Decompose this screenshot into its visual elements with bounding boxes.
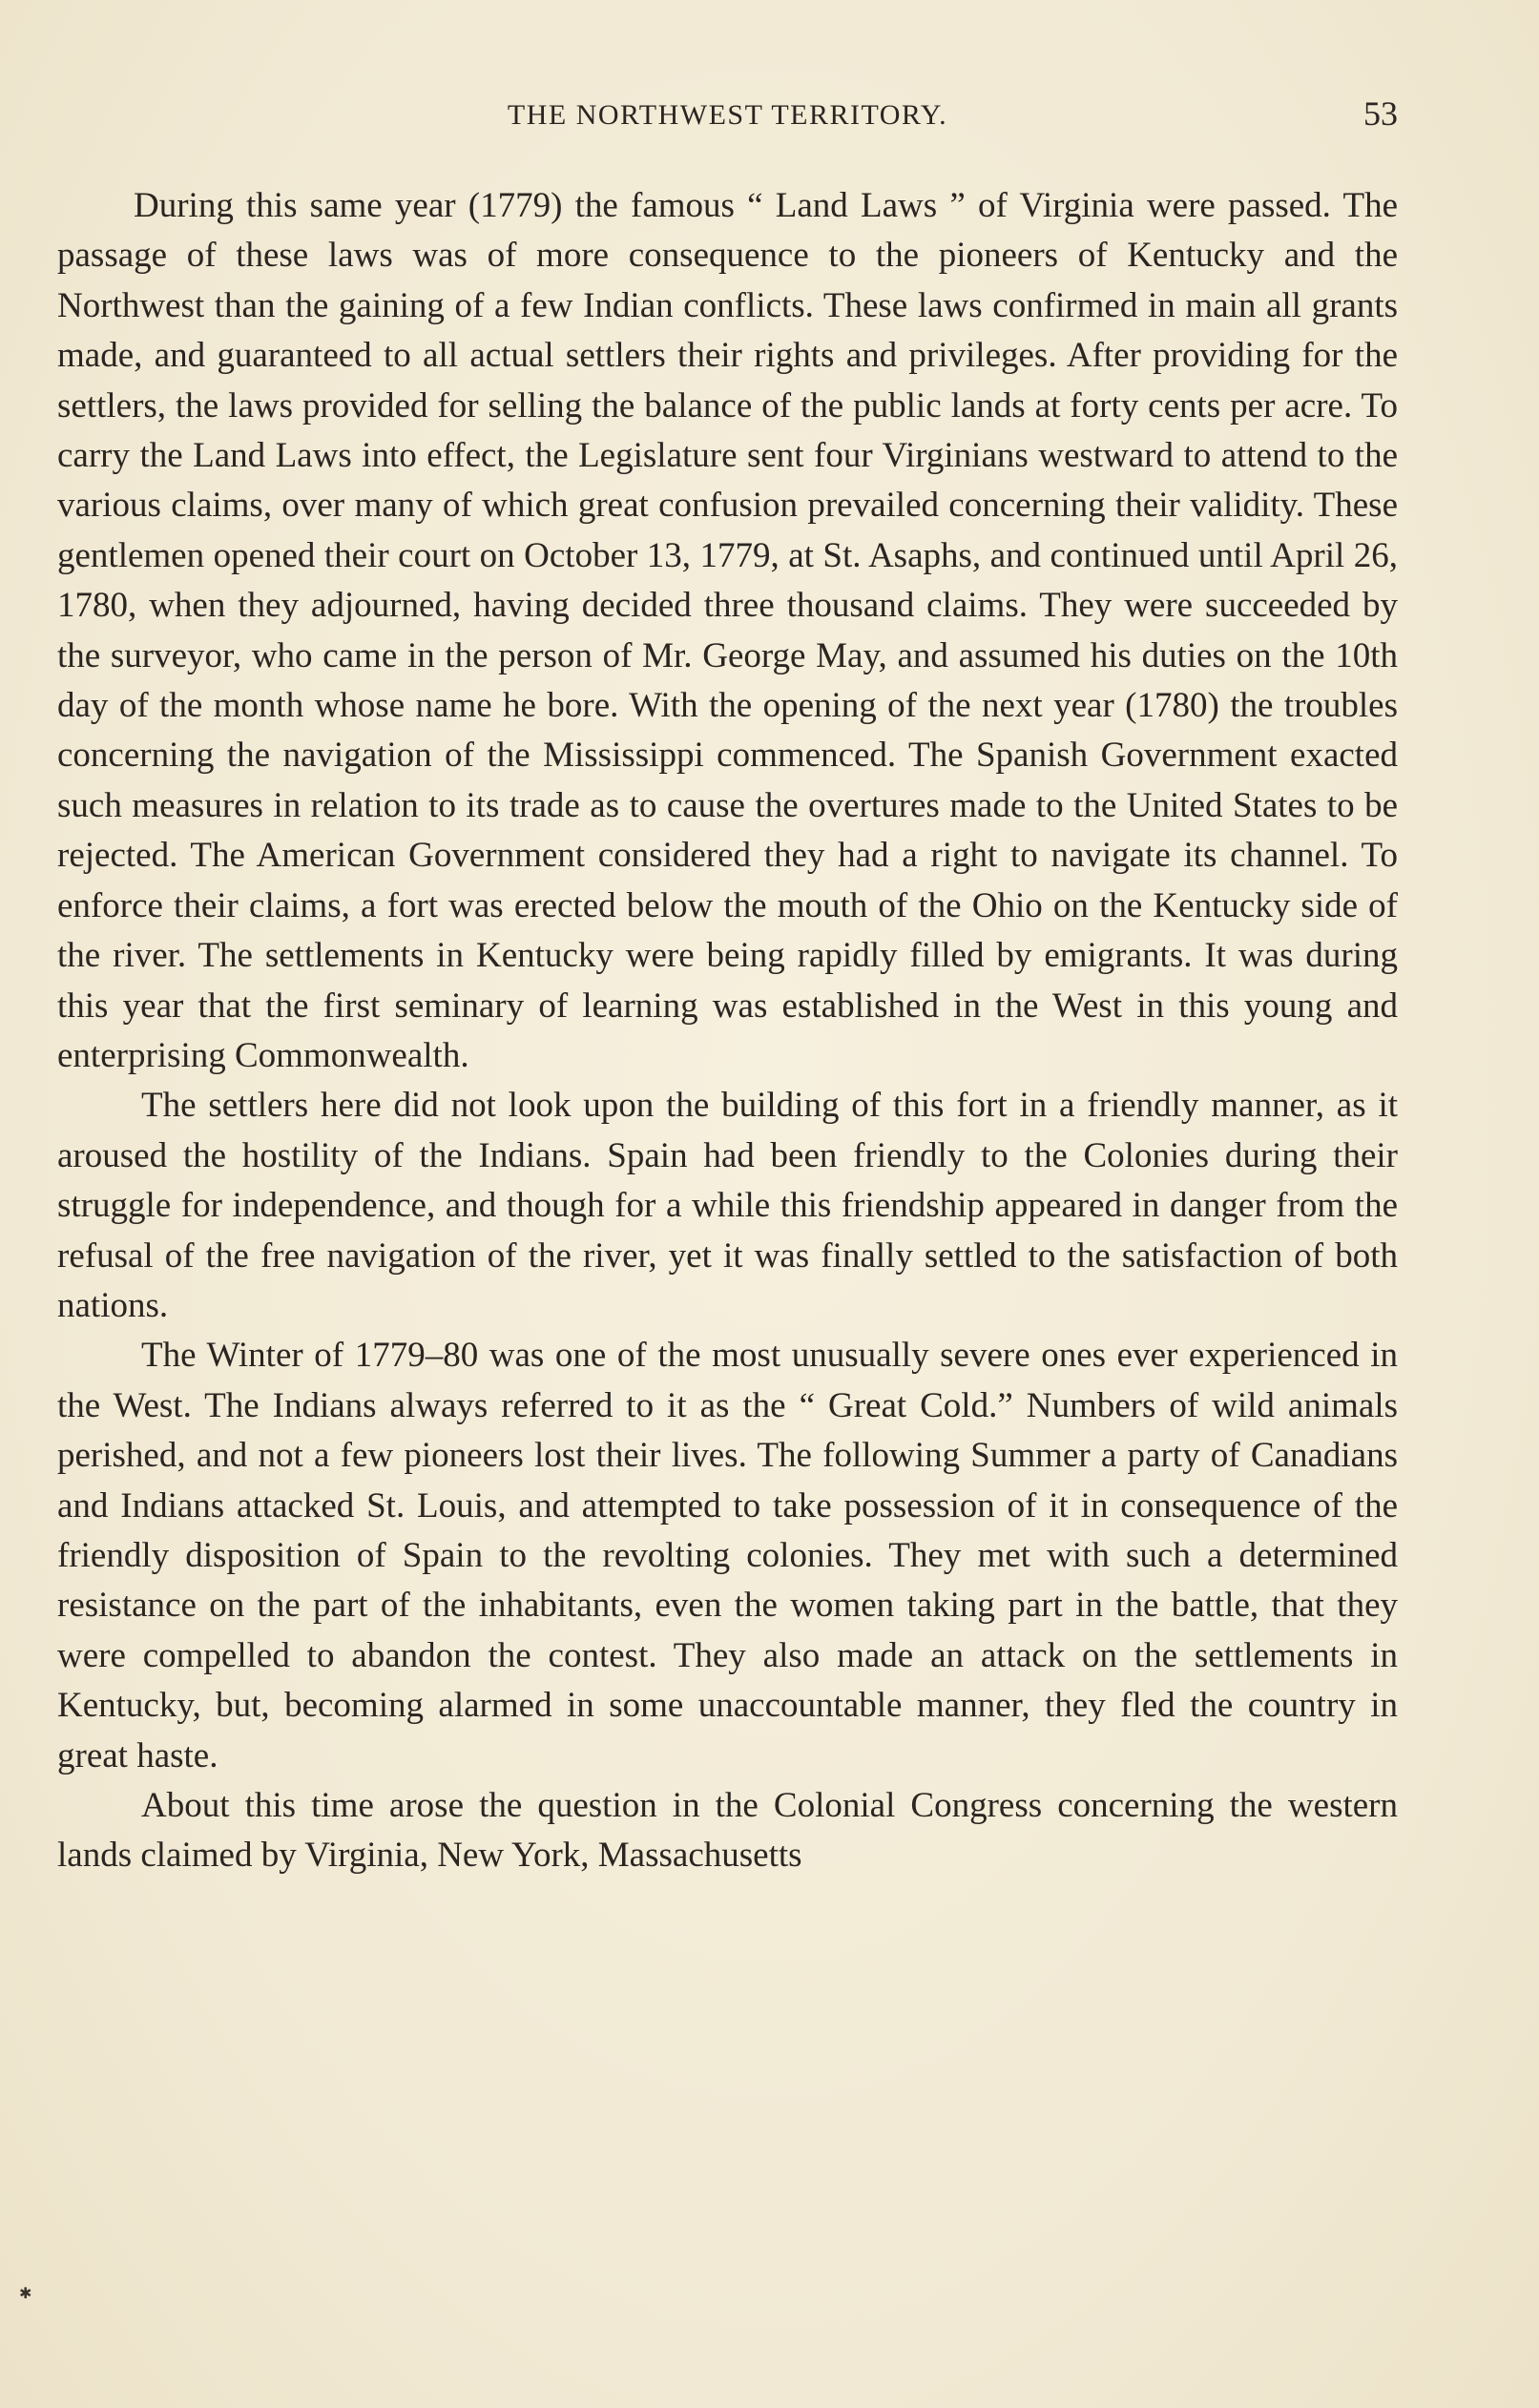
paragraph-land-laws: During this same year (1779) the famous “ Land Laws ” of Virginia were passed. The passage of these laws was of more consequence to the pioneers of Kentucky and the Northwest than the gaining of a few Indian conflicts. These laws confirmed in main all grants made, and guaranteed to all actual settlers their rights and privileges. After providing for the settlers, the laws provided for selling the balance of the public lands at forty cents per acre. To carry the Land Laws into effect, the Legislature sent four Virginians westward to attend to the various claims, over many of which great confusion prevailed concerning their validity. These gentlemen opened their court on October 13, 1779, at St. Asaphs, and continued until April 26, 1780, when they adjourned, having decided three thousand claims. They were succeeded by the surveyor, who came in the person of Mr. George May, and assumed his duties on the 10th day of the month whose name he bore. With the opening of the next year (1780) the troubles concerning the navigation of the Mississippi commenced. The Spanish Government exacted such measures in relation to its trade as to cause the overtures made to the United States to be rejected. The American Government considered they had a right to navigate its channel. To enforce their claims, a fort was erected below the mouth of the Ohio on the Kentucky side of the river. The settlements in Kentucky were being rapidly filled by emigrants. It was during this year that the first seminary of learning was established in the West in this young and enterprising Commonwealth. [57, 186, 1398, 1075]
running-title: THE NORTHWEST TERRITORY. [507, 99, 948, 131]
paragraph-great-cold: The Winter of 1779–80 was one of the most unusually severe ones ever experienced in the West. The Indians always referred to it as the “ Great Cold.” Numbers of wild animals perished, and not a few pioneers lost their lives. The following Summer a party of Canadians and Indians attacked St. Louis, and attempted to take possession of it in consequence of the friendly disposition of Spain to the revolting colonies. They met with such a determined resistance on the part of the inhabitants, even the women taking part in the battle, that they were compelled to abandon the contest. They also made an attack on the settlements in Kentucky, but, becoming alarmed in some unaccountable manner, they fled the country in great haste. [57, 1336, 1398, 1775]
page-number: 53 [1363, 94, 1398, 133]
paragraph-western-lands: About this time arose the question in the Colonial Congress concerning the western lands claimed by Virginia, New York, Massachusetts [57, 1786, 1398, 1876]
paragraph-fort-settlers: The settlers here did not look upon the building of this fort in a friendly manner, as it aroused the hostility of the Indians. Spain had been friendly to the Colonies during their struggle for independence, and though for a while this friendship appeared in danger from the refusal of the free navigation of the river, yet it was finally settled to the satisfaction of both nations. [57, 1086, 1398, 1325]
page-header [57, 92, 1398, 149]
body-text [57, 181, 1398, 1881]
margin-mark-icon: ✱ [19, 2284, 32, 2302]
